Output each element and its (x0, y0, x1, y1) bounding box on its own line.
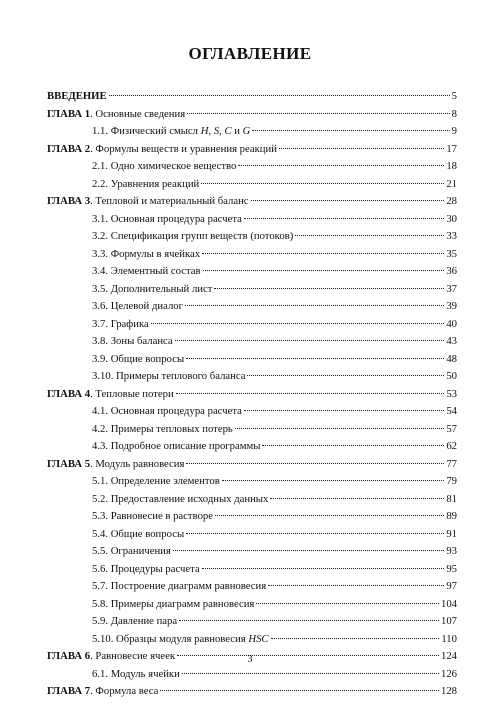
toc-entry[interactable] (47, 666, 457, 684)
section-title: 5.9. Давление пара (92, 615, 178, 627)
toc-entry[interactable] (47, 141, 457, 159)
toc-entry-title (92, 298, 183, 316)
chapter-title: . Основные сведения (90, 107, 186, 120)
toc-page-number: 36 (446, 265, 457, 277)
dot-leader (256, 603, 439, 604)
dot-leader (203, 270, 445, 271)
toc-entry-title (92, 316, 149, 334)
section-title: 5.6. Процедуры расчета (92, 562, 200, 575)
toc-entry[interactable] (47, 473, 457, 491)
chapter-title: . Тепловые потери (90, 387, 174, 400)
toc-page-number: 128 (440, 685, 457, 697)
toc-entry-title (92, 596, 254, 614)
toc-entry-title (47, 193, 249, 211)
toc-entry-title (47, 88, 107, 106)
toc-page-number: 17 (446, 142, 457, 155)
toc-entry-title (92, 631, 269, 649)
toc-entry[interactable] (47, 193, 457, 211)
toc-page-number: 89 (446, 510, 457, 522)
toc-page-number: 21 (446, 177, 457, 190)
toc-entry-title (92, 473, 220, 491)
toc-entry-title (92, 368, 245, 386)
toc-entry-title (47, 141, 277, 159)
section-title: 5.5. Ограничения (92, 545, 171, 557)
toc-entry-title (47, 386, 174, 404)
toc-page-number: 79 (446, 475, 457, 487)
toc-page-number: 39 (446, 300, 457, 312)
toc-page-number: 50 (446, 370, 457, 382)
toc-entry-title (92, 228, 293, 246)
section-title: 5.8. Примеры диаграмм равновесия (92, 597, 255, 610)
dot-leader (247, 375, 444, 376)
dot-leader (279, 148, 444, 149)
toc-page-number: 5 (451, 90, 457, 102)
section-title: 3.7. Графика (92, 317, 149, 330)
toc-entry-title (92, 176, 199, 194)
dot-leader (109, 95, 450, 96)
toc-page-number: 9 (451, 125, 457, 137)
section-title: 5.1. Определение элементов (92, 475, 220, 487)
toc-entry[interactable] (47, 386, 457, 404)
dot-leader (186, 463, 444, 464)
toc-entry[interactable] (47, 176, 457, 194)
chapter-label: ГЛАВА 4 (47, 387, 91, 400)
toc-entry-title (92, 158, 236, 176)
chapter-title: . Тепловой и материальный баланс (90, 195, 249, 207)
toc-entry[interactable] (47, 508, 457, 526)
toc-entry[interactable] (47, 456, 457, 474)
toc-entry-title (92, 421, 233, 439)
toc-entry[interactable] (47, 683, 457, 701)
section-title: 3.5. Дополнительный лист (92, 282, 213, 295)
toc-entry-title (92, 246, 200, 264)
dot-leader (185, 305, 444, 306)
toc-page-number: 81 (446, 492, 457, 505)
toc-page-number: 126 (440, 667, 457, 680)
dot-leader (295, 235, 444, 236)
toc-entry-title (92, 578, 266, 596)
toc-entry-title (92, 613, 177, 631)
section-title: 6.1. Модуль ячейки (92, 667, 180, 680)
section-title: 3.8. Зоны баланса (92, 335, 173, 347)
chapter-label: ГЛАВА 1 (47, 107, 91, 120)
toc-entry-title (92, 508, 213, 526)
toc-entry-title (47, 106, 185, 124)
toc-entry-title (92, 438, 260, 456)
toc-entry[interactable] (47, 211, 457, 229)
toc-entry-title (92, 666, 180, 684)
dot-leader (222, 480, 444, 481)
toc-entry-title (92, 561, 200, 579)
chapter-title: . Формула веса (90, 685, 159, 697)
toc-entry[interactable] (47, 263, 457, 281)
toc-entry-title (92, 281, 212, 299)
toc-page-number: 107 (440, 615, 457, 627)
toc-page-number: 18 (446, 160, 457, 172)
dot-leader (244, 410, 444, 411)
toc-entry[interactable] (47, 351, 457, 369)
chapter-label: ВВЕДЕНИЕ (47, 90, 107, 102)
section-title: 5.4. Общие вопросы (92, 527, 185, 540)
dot-leader (235, 428, 445, 429)
toc-page-number: 57 (446, 422, 457, 435)
toc-entry-title (92, 211, 242, 229)
toc-entry[interactable] (47, 403, 457, 421)
toc-entry[interactable] (47, 316, 457, 334)
toc-entry-title (92, 526, 184, 544)
table-of-contents (47, 88, 457, 701)
dot-leader (252, 130, 449, 131)
toc-entry[interactable] (47, 281, 457, 299)
dot-leader (238, 165, 444, 166)
dot-leader (151, 323, 445, 324)
chapter-title: . Формулы веществ и уравнения реакций (90, 142, 277, 155)
dot-leader (268, 585, 444, 586)
toc-entry[interactable] (47, 368, 457, 386)
chapter-label: ГЛАВА 5 (47, 457, 91, 470)
toc-entry-title (92, 403, 242, 421)
toc-entry-title (92, 123, 250, 141)
toc-page-number: 91 (446, 527, 457, 540)
chapter-label: ГЛАВА 3 (47, 195, 91, 207)
dot-leader (251, 200, 445, 201)
dot-leader (187, 113, 449, 114)
chapter-title: . Равновесие ячеек (90, 650, 176, 662)
dot-leader (160, 690, 439, 691)
toc-page-number: 62 (446, 440, 457, 452)
toc-page-number: 110 (441, 632, 457, 645)
toc-page-number: 124 (440, 650, 457, 662)
dot-leader (202, 568, 445, 569)
dot-leader (262, 445, 444, 446)
dot-leader (214, 288, 444, 289)
section-title: 5.7. Построение диаграмм равновесия (92, 580, 267, 592)
chapter-label: ГЛАВА 6 (47, 650, 91, 662)
toc-entry[interactable] (47, 123, 457, 141)
toc-entry[interactable] (47, 491, 457, 509)
toc-entry[interactable] (47, 158, 457, 176)
section-title: 3.1. Основная процедура расчета (92, 212, 242, 225)
dot-leader (182, 673, 439, 674)
section-title: 3.10. Примеры теплового баланса (92, 370, 246, 382)
page-title: ОГЛАВЛЕНИЕ (188, 44, 312, 63)
toc-entry[interactable] (47, 561, 457, 579)
dot-leader (173, 550, 445, 551)
toc-entry[interactable] (47, 631, 457, 649)
section-title: 5.2. Предоставление исходных данных (92, 492, 269, 505)
toc-page-number: 77 (446, 457, 457, 470)
toc-entry[interactable] (47, 246, 457, 264)
section-title: 3.2. Спецификация групп веществ (потоков) (92, 230, 294, 242)
section-title: 3.4. Элементный состав (92, 265, 201, 277)
toc-entry-title (47, 683, 158, 701)
chapter-title: . Модуль равновесия (90, 457, 185, 470)
section-title: 3.9. Общие вопросы (92, 352, 185, 365)
dot-leader (186, 533, 444, 534)
section-title: 4.3. Подробное описание программы (92, 440, 261, 452)
toc-page-number: 33 (446, 230, 457, 242)
section-title: 3.6. Целевой диалог (92, 300, 184, 312)
toc-entry-title (47, 456, 184, 474)
page-number: 3 (247, 654, 253, 665)
toc-page-number: 53 (446, 387, 457, 400)
dot-leader (179, 620, 439, 621)
dot-leader (201, 183, 444, 184)
toc-entry[interactable] (47, 88, 457, 106)
section-title: 5.3. Равновесие в растворе (92, 510, 213, 522)
dot-leader (270, 498, 444, 499)
toc-entry[interactable] (47, 578, 457, 596)
toc-entry[interactable] (47, 613, 457, 631)
toc-page-number: 28 (446, 195, 457, 207)
toc-entry-title (92, 263, 201, 281)
dot-leader (271, 638, 440, 639)
toc-page-number: 37 (446, 282, 457, 295)
section-title: 2.2. Уравнения реакций (92, 177, 200, 190)
toc-page-number: 8 (451, 107, 457, 120)
toc-entry[interactable] (47, 596, 457, 614)
toc-entry[interactable] (47, 438, 457, 456)
toc-page-number: 40 (446, 317, 457, 330)
toc-entry-title (92, 491, 268, 509)
toc-entry[interactable] (47, 421, 457, 439)
chapter-label: ГЛАВА 2 (47, 142, 91, 155)
dot-leader (202, 253, 444, 254)
toc-page-number: 35 (446, 247, 457, 260)
toc-entry[interactable] (47, 526, 457, 544)
toc-entry[interactable] (47, 543, 457, 561)
toc-entry-title (92, 333, 173, 351)
toc-entry[interactable] (47, 298, 457, 316)
dot-leader (186, 358, 444, 359)
toc-page-number: 97 (446, 580, 457, 592)
toc-entry-title (92, 351, 184, 369)
section-title: 2.1. Одно химическое вещество (92, 160, 237, 172)
toc-entry-title (92, 543, 171, 561)
toc-entry[interactable] (47, 333, 457, 351)
toc-page-number: 48 (446, 352, 457, 365)
toc-page-number: 95 (446, 562, 457, 575)
toc-page-number: 104 (440, 597, 457, 610)
section-title: 1.1. Физический смысл H, S, C и G (92, 125, 251, 137)
toc-page-number: 93 (446, 545, 457, 557)
toc-entry[interactable] (47, 228, 457, 246)
dot-leader (244, 218, 444, 219)
dot-leader (175, 340, 445, 341)
dot-leader (215, 515, 444, 516)
toc-page-number: 30 (446, 212, 457, 225)
toc-page-number: 54 (446, 405, 457, 417)
toc-entry[interactable] (47, 106, 457, 124)
section-title: 3.3. Формулы в ячейках (92, 247, 201, 260)
section-title: 4.1. Основная процедура расчета (92, 405, 242, 417)
chapter-label: ГЛАВА 7 (47, 685, 91, 697)
toc-page-number: 43 (446, 335, 457, 347)
dot-leader (176, 393, 445, 394)
section-title: 4.2. Примеры тепловых потерь (92, 422, 233, 435)
section-title: 5.10. Образцы модуля равновесия HSC (92, 632, 269, 645)
